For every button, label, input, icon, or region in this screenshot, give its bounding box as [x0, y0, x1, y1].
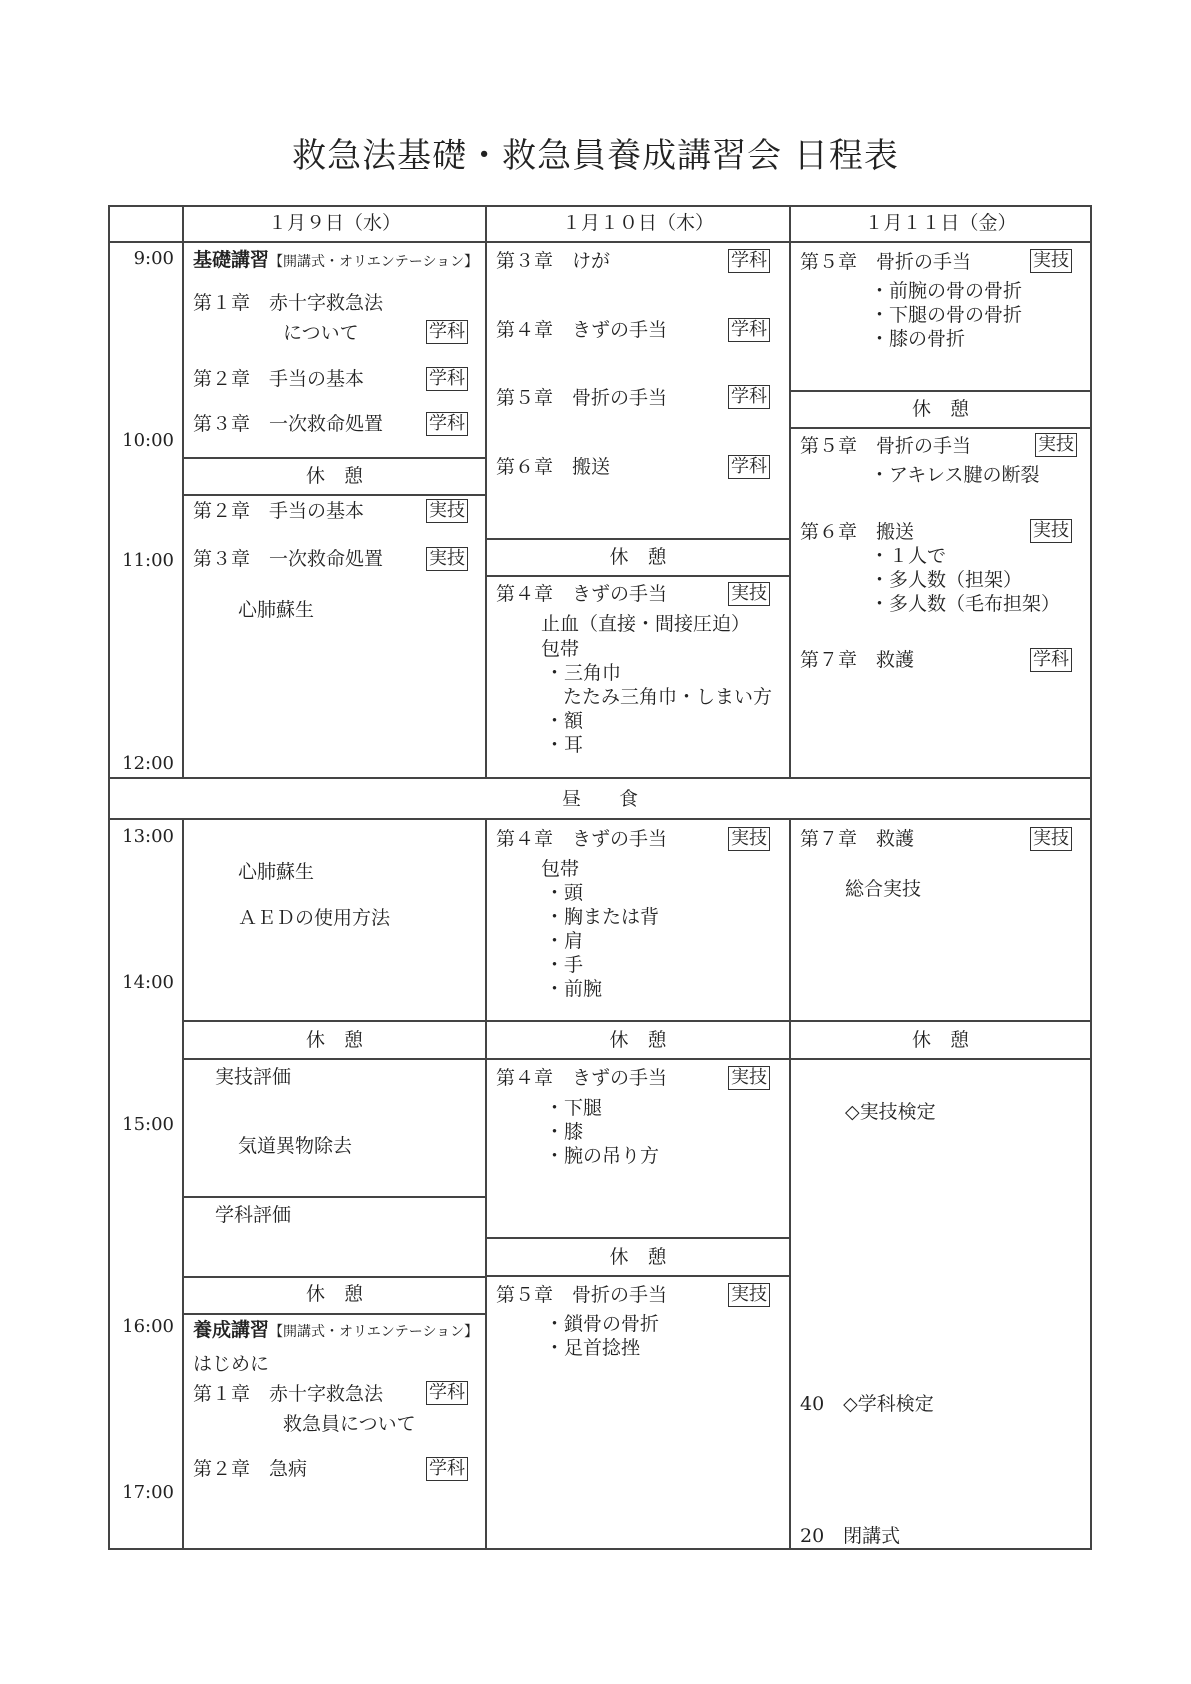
session-item: はじめに: [193, 1353, 270, 1375]
time-label: 12:00: [122, 753, 174, 774]
jitsugi-tag: 実技: [1035, 433, 1077, 457]
gakka-tag: 学科: [728, 249, 770, 273]
yosei-title: 養成講習: [193, 1319, 270, 1341]
session-item: 第２章 手当の基本: [193, 368, 365, 390]
session-item: 学科評価: [215, 1204, 292, 1226]
session-item: 実技評価: [215, 1066, 292, 1088]
time-label: 14:00: [122, 972, 174, 993]
session-item: ・下腿: [545, 1097, 603, 1119]
gakka-tag: 学科: [426, 320, 468, 344]
session-item: ・膝: [545, 1121, 584, 1143]
session-item: 第７章 救護: [800, 828, 915, 850]
jitsugi-tag: 実技: [728, 1283, 770, 1307]
session-item: 第２章 手当の基本: [193, 500, 365, 522]
session-item: 第４章 きずの手当: [496, 828, 668, 850]
jitsugi-tag: 実技: [1030, 249, 1072, 273]
time-label: 15:00: [122, 1114, 174, 1135]
break-row: 休 憩: [911, 1029, 969, 1051]
gakka-tag: 学科: [1030, 648, 1072, 672]
gakka-tag: 学科: [728, 385, 770, 409]
session-item: ・胸または背: [545, 906, 660, 928]
gakka-tag: 学科: [426, 412, 468, 436]
day-header-3: １月１１日（金）: [864, 212, 1017, 234]
session-item: 心肺蘇生: [238, 861, 315, 883]
jitsugi-tag: 実技: [1030, 827, 1072, 851]
kiso-subtitle: 【開講式・オリエンテーション】: [269, 254, 479, 270]
session-item: ・多人数（担架）: [870, 569, 1023, 591]
break-row: 休 憩: [609, 546, 667, 568]
session-item: ・鎖骨の骨折: [545, 1313, 660, 1335]
break-row: 休 憩: [305, 1029, 363, 1051]
break-row: 休 憩: [609, 1029, 667, 1051]
yosei-course-heading: [193, 1318, 478, 1344]
jitsugi-tag: 実技: [728, 1066, 770, 1090]
session-item: ＡＥＤの使用方法: [238, 907, 391, 929]
time-label: 13:00: [122, 826, 174, 847]
session-item: ・額: [545, 710, 584, 732]
session-item: ・膝の骨折: [870, 328, 966, 350]
time-label: 10:00: [122, 430, 174, 451]
session-item: 第５章 骨折の手当: [496, 387, 668, 409]
session-item: 第６章 搬送: [496, 456, 611, 478]
session-item: ・肩: [545, 930, 584, 952]
session-item: 第４章 きずの手当: [496, 319, 668, 341]
session-item: ・腕の吊り方: [545, 1145, 660, 1167]
session-item: たたみ三角巾・しまい方: [563, 686, 773, 708]
session-item: について: [283, 322, 359, 344]
session-item: ・前腕: [545, 978, 603, 1000]
session-item: 第５章 骨折の手当: [496, 1284, 668, 1306]
session-item: 包帯: [541, 638, 580, 660]
session-item: 第２章 急病: [193, 1458, 308, 1480]
session-item: 総合実技: [845, 878, 922, 900]
session-item: 包帯: [541, 858, 580, 880]
break-row: 休 憩: [305, 465, 363, 487]
session-item: ・前腕の骨の骨折: [870, 280, 1023, 302]
session-item: 第４章 きずの手当: [496, 583, 668, 605]
jitsugi-tag: 実技: [426, 499, 468, 523]
session-item: ・下腿の骨の骨折: [870, 304, 1023, 326]
yosei-subtitle: 【開講式・オリエンテーション】: [269, 1324, 479, 1340]
gakka-tag: 学科: [426, 1381, 468, 1405]
session-item: 救急員について: [283, 1413, 416, 1435]
gakka-tag: 学科: [426, 367, 468, 391]
time-label: 9:00: [133, 248, 174, 269]
session-item: 第３章 けが: [496, 250, 611, 272]
session-item: 第５章 骨折の手当: [800, 435, 972, 457]
session-item: ・頭: [545, 882, 584, 904]
session-item: 第７章 救護: [800, 649, 915, 671]
day-header-1: １月９日（水）: [267, 212, 401, 234]
gakka-tag: 学科: [426, 1457, 468, 1481]
page-title: 救急法基礎・救急員養成講習会 日程表: [292, 136, 899, 176]
kiso-title: 基礎講習: [193, 249, 270, 271]
break-row: 休 憩: [609, 1246, 667, 1268]
break-row: 休 憩: [305, 1283, 363, 1305]
session-item: 止血（直接・間接圧迫）: [541, 613, 751, 635]
break-row: 休 憩: [911, 398, 969, 420]
jitsugi-tag: 実技: [728, 582, 770, 606]
session-item: ・足首捻挫: [545, 1337, 641, 1359]
session-item: ・耳: [545, 734, 584, 756]
gakka-tag: 学科: [728, 455, 770, 479]
jitsugi-tag: 実技: [728, 827, 770, 851]
session-item: 40 ◇学科検定: [800, 1393, 934, 1415]
session-item: ・手: [545, 954, 584, 976]
session-item: 第４章 きずの手当: [496, 1067, 668, 1089]
session-item: 第１章 赤十字救急法: [193, 1383, 384, 1405]
session-item: 第３章 一次救命処置: [193, 413, 384, 435]
time-label: 11:00: [122, 550, 174, 571]
session-item: ・１人で: [870, 545, 947, 567]
session-item: 第１章 赤十字救急法: [193, 292, 384, 314]
session-item: 第６章 搬送: [800, 521, 915, 543]
gakka-tag: 学科: [728, 318, 770, 342]
time-label: 17:00: [122, 1482, 174, 1503]
time-label: 16:00: [122, 1316, 174, 1337]
session-item: 第５章 骨折の手当: [800, 251, 972, 273]
session-item: 心肺蘇生: [238, 599, 315, 621]
session-item: 気道異物除去: [238, 1135, 353, 1157]
session-item: 第３章 一次救命処置: [193, 548, 384, 570]
jitsugi-tag: 実技: [426, 547, 468, 571]
session-item: ・アキレス腱の断裂: [870, 464, 1040, 486]
lunch-row: 昼 食: [561, 788, 638, 810]
session-item: ◇実技検定: [845, 1101, 936, 1123]
jitsugi-tag: 実技: [1030, 519, 1072, 543]
session-item: ・三角巾: [545, 662, 622, 684]
day-header-2: １月１０日（木）: [561, 212, 714, 234]
session-item: 20 閉講式: [800, 1525, 901, 1547]
kiso-course-heading: [193, 248, 478, 274]
session-item: ・多人数（毛布担架）: [870, 593, 1061, 615]
